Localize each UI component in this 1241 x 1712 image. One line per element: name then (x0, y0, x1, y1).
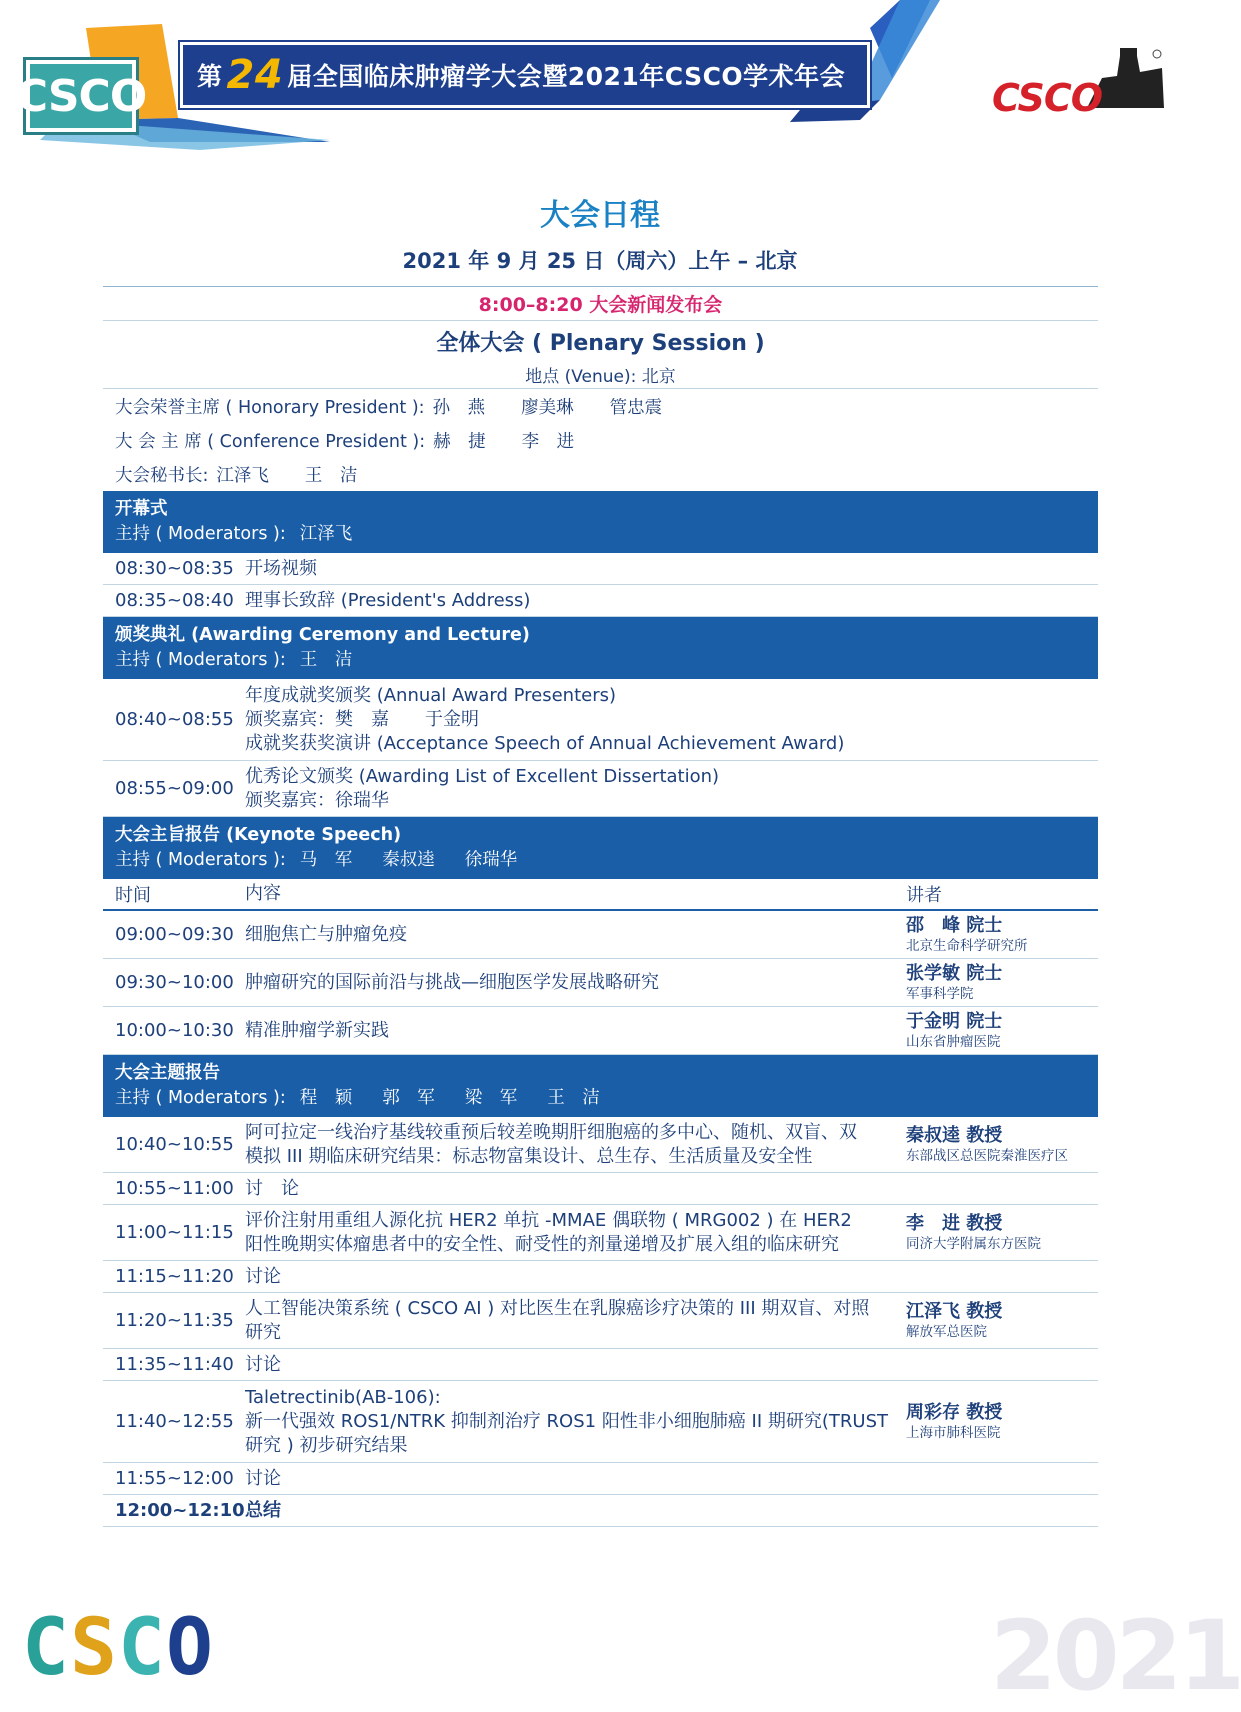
date-line: 2021 年 9 月 25 日（周六）上午 – 北京 (402, 249, 798, 273)
session-content (245, 585, 904, 616)
venue-text: 地点 (Venue): 北京 (525, 367, 676, 387)
session-time: 08:55~09:00 (115, 778, 234, 799)
news-conference-row (103, 287, 1098, 321)
moderator-label: 主持 ( Moderators ): (115, 650, 286, 670)
moderator-name: 梁 军 (464, 1088, 518, 1108)
officer-row (103, 457, 1098, 491)
section-header (103, 617, 1098, 679)
session-content (245, 1381, 904, 1462)
speaker-affiliation: 山东省肿瘤医院 (906, 1033, 1001, 1050)
session-line: 总结 (245, 1499, 281, 1521)
officer-name: 李 进 (521, 431, 575, 452)
session-speaker (904, 1173, 1098, 1204)
session-speaker (904, 1463, 1098, 1494)
moderator-name: 王 洁 (299, 650, 353, 670)
speaker-name: 江泽飞 教授 (906, 1300, 1003, 1322)
officer-label: 大 会 主 席 ( Conference President ): (115, 431, 426, 452)
session-time: 10:55~11:00 (115, 1178, 234, 1199)
session-line: Taletrectinib(AB-106): (245, 1386, 441, 1408)
session-speaker (904, 1349, 1098, 1380)
page-header (0, 0, 1200, 160)
session-content (245, 1117, 904, 1172)
schedule-row (103, 679, 1098, 761)
page-title: 大会日程 (540, 198, 660, 233)
session-speaker (904, 911, 1098, 958)
plenary-title-row (103, 321, 1098, 361)
session-line: 成就奖获奖演讲 (Acceptance Speech of Annual Achievement Award) (245, 732, 845, 754)
session-content (245, 1205, 904, 1260)
session-content (245, 679, 904, 760)
session-line: 细胞焦亡与肿瘤免疫 (245, 923, 407, 945)
speaker-name: 李 进 教授 (906, 1212, 1003, 1234)
session-line: 开场视频 (245, 557, 317, 579)
session-line: 模拟 III 期临床研究结果：标志物富集设计、总生存、生活质量及安全性 (245, 1145, 813, 1167)
moderator-label: 主持 ( Moderators ): (115, 1088, 286, 1108)
session-time: 11:40~12:55 (115, 1411, 234, 1432)
footer-year: 2021 (990, 1600, 1241, 1712)
moderator-name: 秦叔逵 (382, 850, 435, 870)
schedule-row (103, 1349, 1098, 1381)
session-speaker (904, 959, 1098, 1006)
plenary-title: 全体大会 ( Plenary Session ) (436, 330, 765, 356)
speaker-name: 张学敏 院士 (906, 962, 1003, 984)
schedule-row (103, 761, 1098, 817)
session-speaker (904, 1205, 1098, 1260)
session-content (245, 1261, 904, 1292)
csco-logo-left-text: CSCO (26, 60, 136, 132)
session-time: 11:15~11:20 (115, 1266, 234, 1287)
sections-block (103, 491, 1098, 1527)
schedule-row (103, 1205, 1098, 1261)
schedule-row (103, 1007, 1098, 1055)
speaker-name: 秦叔逵 教授 (906, 1124, 1003, 1146)
officer-row (103, 423, 1098, 457)
moderator-label: 主持 ( Moderators ): (115, 524, 286, 544)
csco-logo-right-text: CSCO (992, 76, 1103, 120)
section-title: 颁奖典礼 (Awarding Ceremony and Lecture) (115, 625, 530, 645)
session-content (245, 1173, 904, 1204)
banner-prefix: 第 (197, 62, 223, 91)
session-line: 讨 论 (245, 1177, 299, 1199)
session-speaker (904, 1117, 1098, 1172)
session-line: 肿瘤研究的国际前沿与挑战—细胞医学发展战略研究 (245, 971, 659, 993)
officer-name: 赫 捷 (433, 431, 486, 452)
session-time: 12:00~12:10 (115, 1500, 245, 1521)
section-title: 大会主题报告 (115, 1063, 220, 1083)
session-line: 评价注射用重组人源化抗 HER2 单抗 -MMAE 偶联物 ( MRG002 ) 在 HER2 (245, 1209, 852, 1231)
speaker-affiliation: 同济大学附属东方医院 (906, 1235, 1041, 1252)
session-line: 精准肿瘤学新实践 (245, 1019, 389, 1041)
session-speaker (904, 1293, 1098, 1348)
session-line: 阿可拉定一线治疗基线较重预后较差晚期肝细胞癌的多中心、随机、双盲、双 (245, 1121, 857, 1143)
speaker-name: 于金明 院士 (906, 1010, 1003, 1032)
footer-logo-letter: S (70, 1603, 117, 1693)
session-line: 讨论 (245, 1467, 281, 1489)
session-time: 09:30~10:00 (115, 972, 234, 993)
session-content (245, 1349, 904, 1380)
session-line: 研究 (245, 1321, 281, 1343)
speaker-name: 邵 峰 院士 (906, 914, 1003, 936)
session-content (245, 959, 904, 1006)
moderator-name: 马 军 (299, 850, 353, 870)
session-time: 11:00~11:15 (115, 1222, 234, 1243)
section-header (103, 491, 1098, 553)
session-speaker (904, 1007, 1098, 1054)
conference-banner (180, 42, 870, 108)
session-time: 11:35~11:40 (115, 1354, 234, 1375)
moderator-name: 江泽飞 (299, 524, 353, 544)
col-header-content: 内容 (245, 883, 281, 904)
session-speaker (904, 1261, 1098, 1292)
session-line: 年度成就奖颁奖 (Annual Award Presenters) (245, 684, 617, 706)
officer-name: 廖美琳 (521, 397, 574, 418)
speaker-name: 周彩存 教授 (906, 1401, 1003, 1423)
moderator-name: 王 洁 (547, 1088, 600, 1108)
session-time: 11:55~12:00 (115, 1468, 234, 1489)
session-line: 讨论 (245, 1353, 281, 1375)
news-conference-text: 8:00–8:20 大会新闻发布会 (478, 294, 723, 316)
session-content (245, 1293, 904, 1348)
session-line: 理事长致辞 (President's Address) (245, 589, 531, 611)
venue-row (103, 361, 1098, 389)
banner-title: 届全国临床肿瘤学大会暨2021年CSCO学术年会 (287, 62, 846, 91)
officers-block (103, 389, 1098, 491)
session-content (245, 761, 904, 816)
moderator-label: 主持 ( Moderators ): (115, 850, 286, 870)
session-line: 研究 ) 初步研究结果 (245, 1434, 408, 1456)
col-header-time: 时间 (115, 885, 151, 906)
session-content (245, 553, 904, 584)
csco-logo-left (15, 60, 147, 132)
session-line: 优秀论文颁奖 (Awarding List of Excellent Dissertation) (245, 765, 720, 787)
officer-row (103, 389, 1098, 423)
moderator-name: 郭 军 (382, 1088, 435, 1108)
session-line: 新一代强效 ROS1/NTRK 抑制剂治疗 ROS1 阳性非小细胞肺癌 II 期研究(TRUST (245, 1410, 889, 1432)
speaker-affiliation: 军事科学院 (906, 985, 974, 1002)
schedule-row (103, 1495, 1098, 1527)
session-content (245, 1495, 904, 1526)
session-line: 人工智能决策系统 ( CSCO AI ) 对比医生在乳腺癌诊疗决策的 III 期双盲、对照 (245, 1297, 870, 1319)
schedule-table (103, 286, 1098, 1527)
speaker-affiliation: 上海市肺科医院 (906, 1424, 1001, 1441)
section-moderators (115, 1086, 1086, 1111)
moderator-name: 徐瑞华 (464, 850, 518, 870)
schedule-row (103, 1293, 1098, 1349)
session-speaker (904, 1495, 1098, 1526)
officer-name: 管忠震 (609, 397, 663, 418)
schedule-row (103, 911, 1098, 959)
officer-name: 孙 燕 (432, 397, 486, 418)
session-time: 11:20~11:35 (115, 1310, 234, 1331)
schedule-row (103, 585, 1098, 617)
session-speaker (904, 1381, 1098, 1462)
session-line: 阳性晚期实体瘤患者中的安全性、耐受性的剂量递增及扩展入组的临床研究 (245, 1233, 839, 1255)
session-time: 08:40~08:55 (115, 709, 234, 730)
session-line: 讨论 (245, 1265, 281, 1287)
session-speaker (904, 761, 1098, 816)
session-content (245, 1007, 904, 1054)
session-time: 10:40~10:55 (115, 1134, 234, 1155)
section-moderators (115, 648, 1086, 673)
session-content (245, 1463, 904, 1494)
col-header-speaker: 讲者 (906, 885, 942, 906)
session-line: 颁奖嘉宾：樊 嘉 于金明 (245, 708, 479, 730)
moderator-name: 程 颖 (299, 1088, 353, 1108)
session-time: 09:00~09:30 (115, 924, 234, 945)
section-title: 大会主旨报告 (Keynote Speech) (115, 825, 402, 845)
schedule-row (103, 1463, 1098, 1495)
session-time: 10:00~10:30 (115, 1020, 234, 1041)
section-title: 开幕式 (115, 499, 168, 519)
schedule-row (103, 1261, 1098, 1293)
officer-label: 大会秘书长: (115, 465, 209, 486)
officer-label: 大会荣誉主席 ( Honorary President ): (115, 397, 425, 418)
session-content (245, 911, 904, 958)
schedule-row (103, 1381, 1098, 1463)
section-moderators (115, 522, 1086, 547)
session-speaker (904, 585, 1098, 616)
column-header-row (103, 879, 1098, 911)
session-speaker (904, 679, 1098, 760)
footer-logo-letter: C (118, 1603, 165, 1693)
session-time: 08:35~08:40 (115, 590, 234, 611)
session-time: 08:30~08:35 (115, 558, 234, 579)
banner-number: 24 (226, 52, 284, 98)
session-line: 颁奖嘉宾：徐瑞华 (245, 789, 389, 811)
session-speaker (904, 553, 1098, 584)
section-header (103, 1055, 1098, 1117)
speaker-affiliation: 东部战区总医院秦淮医疗区 (906, 1147, 1068, 1164)
speaker-affiliation: 解放军总医院 (906, 1323, 987, 1340)
section-moderators (115, 848, 1086, 873)
footer-logo-letter: O (166, 1603, 213, 1693)
schedule-row (103, 553, 1098, 585)
csco-footer-logo (22, 1603, 213, 1693)
officer-name: 王 洁 (304, 465, 358, 486)
speaker-affiliation: 北京生命科学研究所 (906, 937, 1028, 954)
schedule-row (103, 1173, 1098, 1205)
schedule-row (103, 959, 1098, 1007)
section-header (103, 817, 1098, 879)
csco-great-wall-logo (992, 48, 1167, 118)
officer-name: 江泽飞 (216, 465, 269, 486)
footer-logo-letter: C (22, 1603, 69, 1693)
schedule-row (103, 1117, 1098, 1173)
